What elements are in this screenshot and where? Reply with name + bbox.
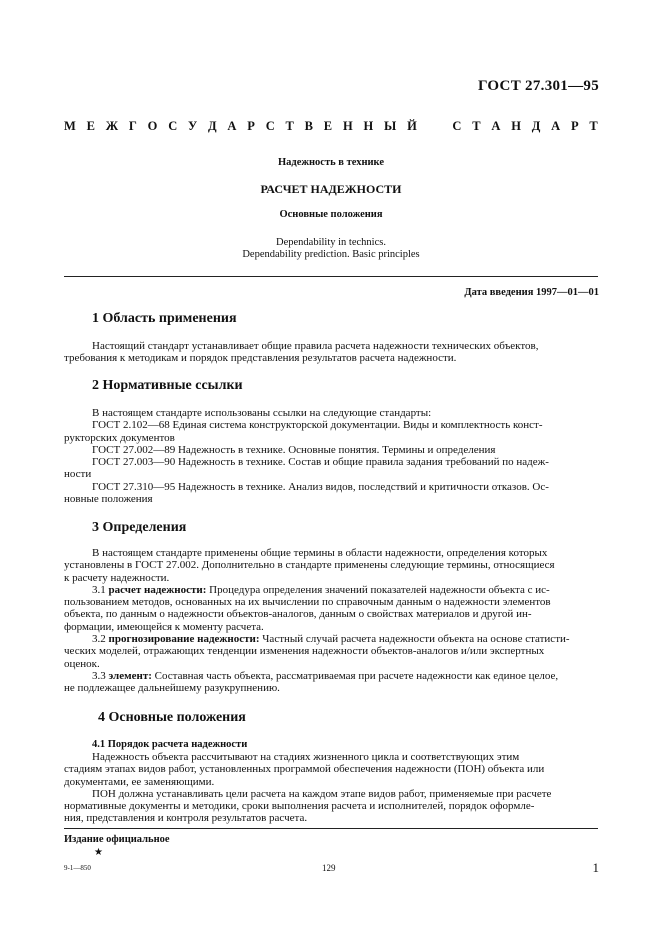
banner-letter: М [64, 119, 76, 133]
main-title: РАСЧЕТ НАДЕЖНОСТИ [260, 182, 402, 196]
section-1-paragraph: Настоящий стандарт устанавливает общие правила расчета надежности технических объектов, требования к методикам и порядок представления результатов расчета надежности. [64, 340, 539, 365]
banner-letter: Р [247, 119, 255, 133]
banner-letter: В [304, 119, 313, 133]
banner-letter: А [227, 119, 237, 133]
banner-letter: Д [531, 119, 541, 133]
section-3-definitions: В настоящем стандарте применены общие термины в области надежности, определения которых установлены в ГОСТ 27.002. Дополнительно в стандарте применены следующие термины, относящиеся к расчету надежности. 3.1 расчет надежности: Процедура определения значений показателей надежности объекта с ис- пользованием методов, основанных на их вычислении по справочным данным о надежности элементов объекта, по данным о надежности объектов-аналогов, данным о свойствах материалов и другой ин- формации, имеющейся к моменту расчета. 3.2 прогнозирование надежности: Частный случай расчета надежности объекта на основе статисти- ческих моделей, отражающих тенденции изменения надежности объектов-аналогов и/или экспертных оценок. 3.3 элемент: Составная часть объекта, рассматриваемая при расчете надежности как единое целое, не подлежащее дальнейшему разукрупнению. [64, 547, 598, 695]
section-4-paragraphs: Надежность объекта рассчитывают на стадиях жизненного цикла и соответствующих этим стадиям этапах видов работ, установленных программой обеспечения надежности (ПОН) объекта или документами, ее заменяющими. ПОН должна устанавливать цели расчета на каждом этапе видов работ, применяемые при расчете нормативные документы и методики, сроки выполнения расчета и исполнителей, порядок оформле- ния, представления и контроля результатов расчета. [64, 751, 552, 825]
banner-letter: Н [511, 119, 521, 133]
banner-letter: Т [589, 119, 598, 133]
section-4-1-heading: 4.1 Порядок расчета надежности [92, 739, 248, 750]
definition-element: 3.3 элемент: Составная часть объекта, рассматриваемая при расчете надежности как единое целое, [92, 669, 559, 682]
banner-letter: С [265, 119, 275, 133]
banner-letter: Н [342, 119, 353, 133]
official-edition-label: Издание официальное [64, 834, 170, 845]
banner-letter: Е [323, 119, 333, 133]
definition-reliability-calculation: 3.1 расчет надежности: Процедура определения значений показателей надежности объекта с ис- [92, 583, 550, 596]
banner-letter: Й [407, 119, 417, 133]
banner-letter: У [188, 119, 198, 133]
definition-reliability-forecasting: 3.2 прогнозирование надежности: Частный случай расчета надежности объекта на основе статисти- [92, 633, 570, 646]
banner-letter: Т [472, 119, 481, 133]
sub-title: Основные положения [279, 209, 383, 220]
gost-code: ГОСТ 27.301—95 [477, 78, 599, 94]
footer-divider [64, 828, 598, 829]
banner-letter: Г [128, 119, 137, 133]
section-4-heading: 4 Основные положения [98, 710, 246, 725]
banner-letter: А [551, 119, 561, 133]
section-3-heading: 3 Определения [92, 520, 187, 535]
reference-gost-27-310: ГОСТ 27.310—95 Надежность в технике. Анализ видов, последствий и критичности отказов. Ос- [92, 480, 549, 493]
banner-letter: Н [363, 119, 374, 133]
star-icon: ★ [94, 847, 103, 858]
header-divider [64, 276, 598, 277]
section-1-heading: 1 Область применения [92, 311, 237, 326]
page-number: 1 [592, 860, 599, 875]
interstate-standard-banner [64, 119, 598, 134]
banner-letter: А [491, 119, 501, 133]
banner-gap [428, 119, 442, 134]
top-title: Надежность в технике [278, 157, 384, 168]
banner-letter: Т [285, 119, 294, 133]
english-title-line-1: Dependability in technics. [276, 237, 386, 248]
banner-letter: Ы [384, 119, 397, 133]
banner-letter: С [452, 119, 462, 133]
page-number-center: 129 [322, 863, 336, 873]
reference-gost-2-102: ГОСТ 2.102—68 Единая система конструкторской документации. Виды и комплектность конст- [92, 419, 543, 432]
section-2-references: В настоящем стандарте использованы ссылки на следующие стандарты: ГОСТ 2.102—68 Единая система конструкторской документации. Виды и комплектность конст- рукторских документов ГОСТ 27.002—89 Надежность в технике. Основные понятия. Термины и определения ГОСТ 27.003—90 Надежность в технике. Состав и общие правила задания требований по надеж- ности ГОСТ 27.310—95 Надежность в технике. Анализ видов, последствий и критичности отказов. Ос- новные положения [64, 407, 598, 505]
banner-letter: Р [570, 119, 579, 133]
banner-letter: Е [86, 119, 95, 133]
banner-letter: Ж [105, 119, 119, 133]
reference-gost-27-003: ГОСТ 27.003—90 Надежность в технике. Состав и общие правила задания требований по надеж- [92, 456, 549, 469]
print-code: 9-1—850 [64, 864, 91, 872]
banner-letter: О [147, 119, 158, 133]
english-title-line-2: Dependability prediction. Basic principles [242, 249, 420, 260]
date-of-introduction: Дата введения 1997—01—01 [464, 287, 599, 298]
banner-letter: С [168, 119, 178, 133]
banner-letter: Д [208, 119, 217, 133]
reference-gost-27-002: ГОСТ 27.002—89 Надежность в технике. Основные понятия. Термины и определения [92, 443, 496, 456]
section-2-heading: 2 Нормативные ссылки [92, 378, 243, 393]
